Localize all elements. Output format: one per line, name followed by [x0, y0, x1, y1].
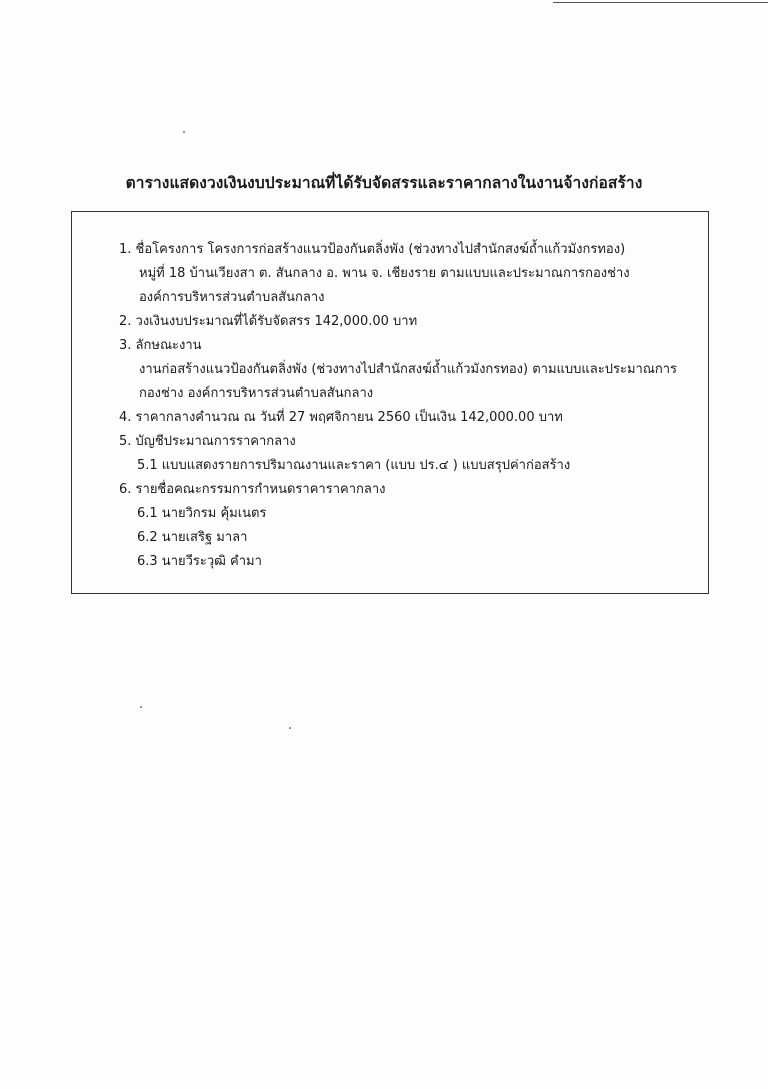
item-2-budget: 2. วงเงินงบประมาณที่ได้รับจัดสรร 142,000.00 บาท	[119, 314, 418, 329]
item-3-description-cont: กองช่าง องค์การบริหารส่วนตำบลสันกลาง	[139, 386, 374, 401]
item-3-heading: 3. ลักษณะงาน	[119, 338, 202, 353]
scan-edge-line	[553, 2, 768, 3]
item-1-location: หมู่ที่ 18 บ้านเวียงสา ต. สันกลาง อ. พาน จ. เชียงราย ตามแบบและประมาณการกองช่าง	[139, 266, 630, 281]
item-1-agency: องค์การบริหารส่วนตำบลสันกลาง	[139, 290, 325, 305]
item-5-1: 5.1 แบบแสดงรายการปริมาณงานและราคา (แบบ ปร.๔ ) แบบสรุปค่าก่อสร้าง	[137, 458, 571, 473]
scan-speck	[140, 706, 142, 708]
item-6-2-member: 6.2 นายเสริฐ มาลา	[137, 530, 248, 545]
item-6-heading: 6. รายชื่อคณะกรรมการกำหนดราคาราคากลาง	[119, 482, 386, 497]
item-3-description: งานก่อสร้างแนวป้องกันตลิ่งพัง (ช่วงทางไปสำนักสงฆ์ถ้ำแก้วมังกรทอง) ตามแบบและประมาณการ	[139, 362, 678, 377]
item-5-heading: 5. บัญชีประมาณการราคากลาง	[119, 434, 296, 449]
item-1-project-name: 1. ชื่อโครงการ โครงการก่อสร้างแนวป้องกันตลิ่งพัง (ช่วงทางไปสำนักสงฆ์ถ้ำแก้วมังกรทอง)	[119, 242, 626, 257]
document-title: ตารางแสดงวงเงินงบประมาณที่ได้รับจัดสรรและราคากลางในงานจ้างก่อสร้าง	[125, 174, 643, 192]
item-6-1-member: 6.1 นายวิกรม คุ้มเนตร	[137, 506, 267, 521]
item-6-3-member: 6.3 นายวีระวุฒิ คำมา	[137, 554, 262, 569]
scan-speck	[289, 727, 291, 729]
scan-speck	[183, 131, 185, 133]
item-4-median-price: 4. ราคากลางคำนวณ ณ วันที่ 27 พฤศจิกายน 2560 เป็นเงิน 142,000.00 บาท	[119, 410, 563, 425]
